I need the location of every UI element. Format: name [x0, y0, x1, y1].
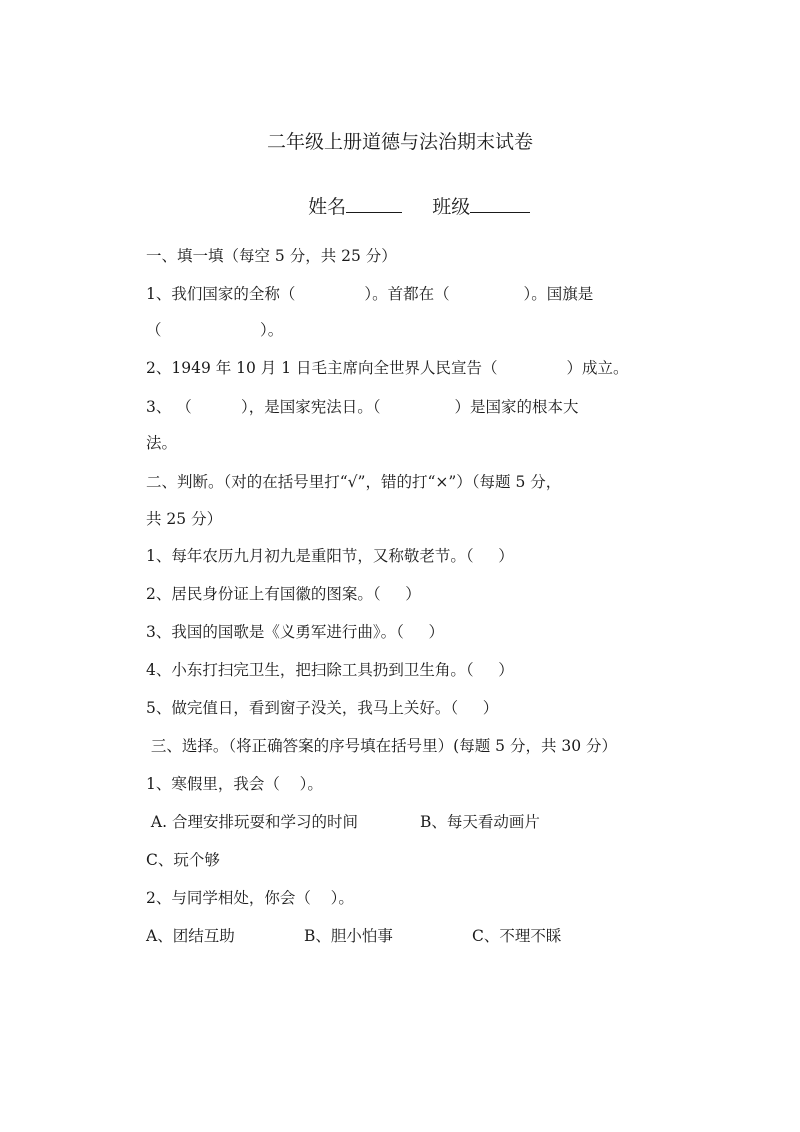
- class-blank[interactable]: [470, 192, 530, 213]
- section-2-heading-continued: 共 25 分）: [146, 510, 223, 528]
- s1-question-1: 1、我们国家的全称（ ）。首都在（ ）。国旗是: [146, 285, 594, 303]
- exam-title: 二年级上册道德与法治期末试卷: [266, 131, 533, 153]
- name-class-row: [284, 166, 530, 246]
- s1-question-3-continued: 法。: [146, 434, 178, 452]
- section-3-heading: 三、选择。（将正确答案的序号填在括号里）(每题 5 分，共 30 分）: [146, 737, 618, 755]
- s3-question-1-option-c: C、玩个够: [146, 851, 220, 869]
- s3-question-2: 2、与同学相处，你会（ ）。: [146, 889, 354, 907]
- s2-question-1: 1、每年农历九月初九是重阳节，又称敬老节。（ ）: [146, 547, 514, 565]
- s2-question-3: 3、我国的国歌是《义勇军进行曲》。（ ）: [146, 623, 444, 641]
- s3-question-2-option-a: A、团结互助: [146, 927, 235, 945]
- s3-question-1: 1、寒假里，我会（ ）。: [146, 775, 323, 793]
- s3-question-1-option-b: B、每天看动画片: [420, 813, 540, 831]
- s1-question-3: 3、 （ ），是国家宪法日。（ ）是国家的根本大: [146, 398, 579, 416]
- s2-question-5: 5、做完值日，看到窗子没关，我马上关好。（ ）: [146, 699, 499, 717]
- section-2-heading: 二、判断。（对的在括号里打“√”，错的打“×”）（每题 5 分，: [146, 473, 562, 491]
- name-label: 姓名: [308, 196, 347, 218]
- s3-question-2-option-b: B、胆小怕事: [304, 927, 393, 945]
- name-blank[interactable]: [346, 192, 402, 213]
- s3-question-1-option-a: A. 合理安排玩耍和学习的时间: [146, 813, 358, 831]
- s1-question-2: 2、1949 年 10 月 1 日毛主席向全世界人民宣告（ ）成立。: [146, 359, 629, 377]
- s1-question-1-continued: （ ）。: [146, 321, 284, 339]
- section-1-heading: 一、填一填（每空 5 分，共 25 分）: [146, 247, 397, 265]
- class-label: 班级: [432, 196, 471, 218]
- s2-question-2: 2、居民身份证上有国徽的图案。（ ）: [146, 585, 421, 603]
- s3-question-2-option-c: C、不理不睬: [472, 927, 562, 945]
- s2-question-4: 4、小东打扫完卫生，把扫除工具扔到卫生角。（ ）: [146, 661, 514, 679]
